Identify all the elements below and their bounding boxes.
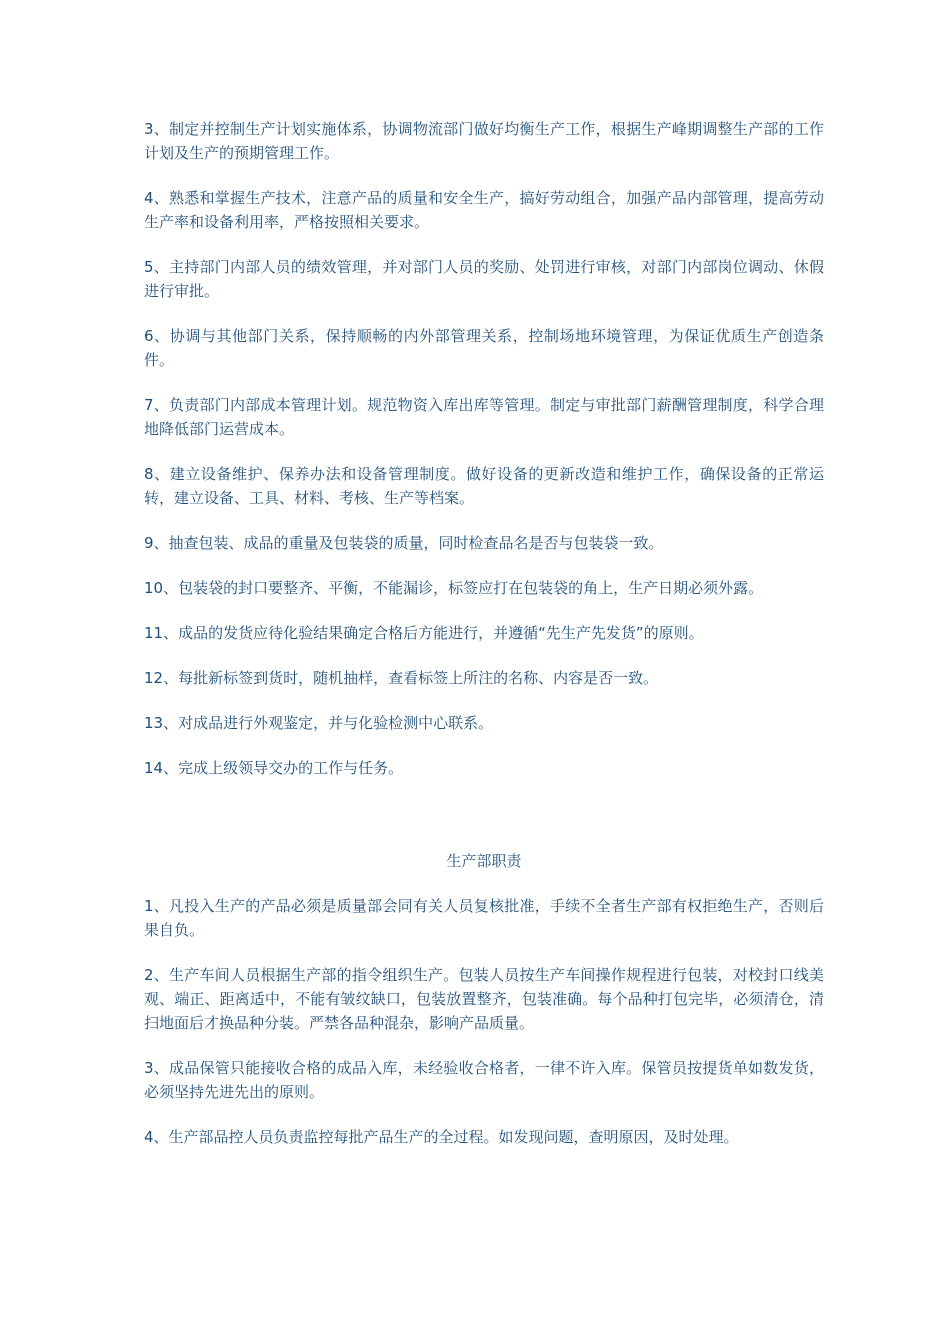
paragraph-item-12: 12、每批新标签到货时，随机抽样，查看标签上所注的名称、内容是否一致。 [144, 669, 659, 687]
paragraph-item-4: 4、熟悉和掌握生产技术，注意产品的质量和安全生产，搞好劳动组合，加强产品内部管理，提高劳动生产率和设备利用率，严格按照相关要求。 [144, 189, 824, 231]
paragraph-item-5: 5、主持部门内部人员的绩效管理，并对部门人员的奖励、处罚进行审核，对部门内部岗位调动、休假进行审批。 [144, 258, 824, 300]
section-title: 生产部职责 [446, 852, 522, 870]
paragraph-item-3: 3、制定并控制生产计划实施体系，协调物流部门做好均衡生产工作，根据生产峰期调整生产部的工作计划及生产的预期管理工作。 [144, 120, 824, 162]
paragraph-item-13: 13、对成品进行外观鉴定，并与化验检测中心联系。 [144, 714, 494, 732]
paragraph-item-9: 9、抽查包装、成品的重量及包装袋的质量，同时检查品名是否与包装袋一致。 [144, 534, 664, 552]
duty-item-3: 3、成品保管只能接收合格的成品入库，未经验收合格者，一律不许入库。保管员按提货单如数发货，必须坚持先进先出的原则。 [144, 1059, 824, 1101]
paragraph-item-11: 11、成品的发货应待化验结果确定合格后方能进行，并遵循“先生产先发货”的原则。 [144, 624, 704, 642]
paragraph-item-8: 8、建立设备维护、保养办法和设备管理制度。做好设备的更新改造和维护工作，确保设备的正常运转，建立设备、工具、材料、考核、生产等档案。 [144, 465, 824, 507]
duty-item-2: 2、生产车间人员根据生产部的指令组织生产。包装人员按生产车间操作规程进行包装，对校封口线美观、端正、距离适中，不能有皱纹缺口，包装放置整齐，包装准确。每个品种打包完毕，必须清仓，清扫地面后才换品种分装。严禁各品种混杂，影响产品质量。 [144, 966, 824, 1032]
duty-item-1: 1、凡投入生产的产品必须是质量部会同有关人员复核批准，手续不全者生产部有权拒绝生产，否则后果自负。 [144, 897, 824, 939]
paragraph-item-10: 10、包装袋的封口要整齐、平衡，不能漏诊，标签应打在包装袋的角上，生产日期必须外露。 [144, 579, 764, 597]
section-duties-continued [144, 117, 824, 780]
paragraph-item-7: 7、负责部门内部成本管理计划。规范物资入库出库等管理。制定与审批部门薪酬管理制度，科学合理地降低部门运营成本。 [144, 396, 824, 438]
section-production-duties [144, 849, 824, 1149]
duty-item-4: 4、生产部品控人员负责监控每批产品生产的全过程。如发现问题，查明原因，及时处理。 [144, 1128, 739, 1146]
paragraph-item-14: 14、完成上级领导交办的工作与任务。 [144, 759, 404, 777]
section-spacer [144, 801, 824, 849]
paragraph-item-6: 6、协调与其他部门关系，保持顺畅的内外部管理关系，控制场地环境管理，为保证优质生产创造条件。 [144, 327, 824, 369]
